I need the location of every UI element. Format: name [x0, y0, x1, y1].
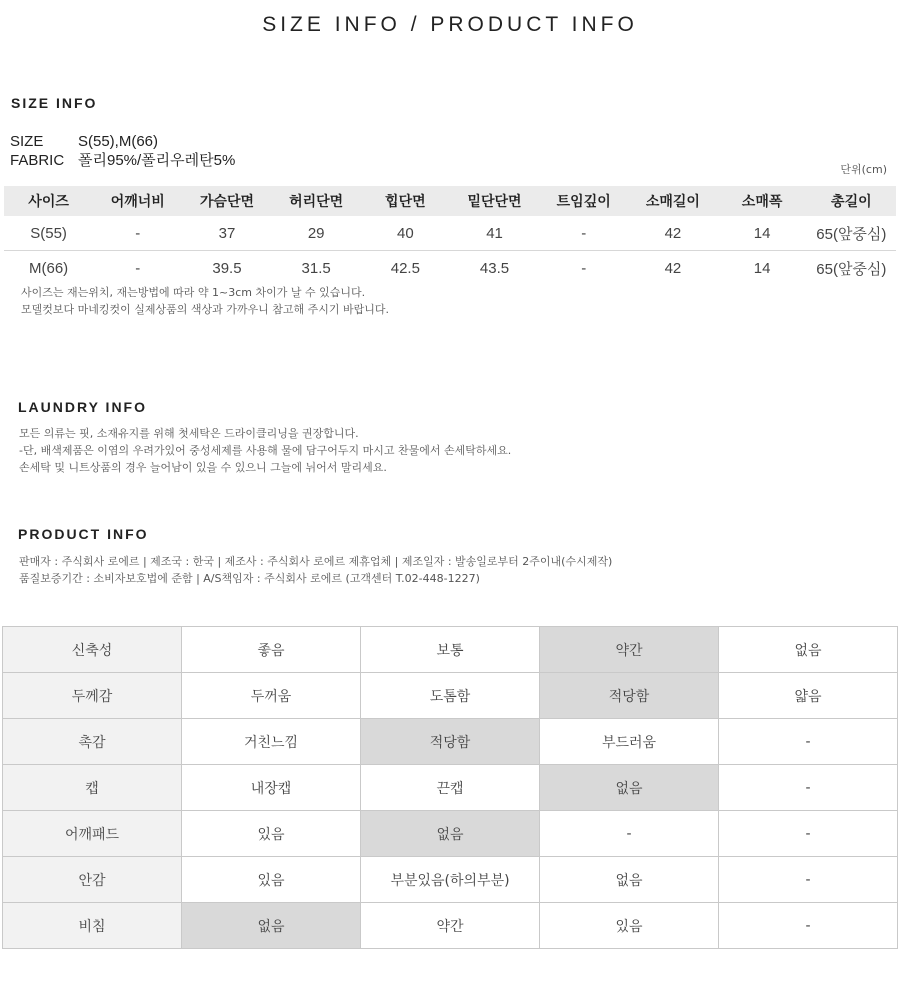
page-title: SIZE INFO / PRODUCT INFO — [262, 13, 638, 36]
property-option: 부분있음(하의부분) — [361, 857, 540, 903]
product-notes — [19, 553, 612, 587]
size-table-header — [4, 186, 896, 216]
table-cell: 42.5 — [390, 259, 420, 277]
property-option: - — [719, 765, 898, 811]
property-option: 부드러움 — [540, 719, 719, 765]
table-cell: 37 — [182, 216, 271, 251]
header-cell: 총길이 — [807, 186, 896, 216]
property-row — [3, 627, 898, 673]
size-notes — [21, 284, 389, 318]
table-cell: - — [93, 216, 182, 251]
laundry-info-heading: LAUNDRY INFO — [18, 399, 147, 415]
property-label: 신축성 — [3, 627, 182, 673]
header-cell: 트임깊이 — [539, 186, 628, 216]
property-row — [3, 719, 898, 765]
property-option: 보통 — [361, 627, 540, 673]
size-row — [10, 133, 158, 150]
header-cell: 가슴단면 — [182, 186, 271, 216]
table-cell: - — [135, 259, 141, 277]
table-cell: 40 — [361, 216, 450, 251]
table-cell: 41 — [450, 216, 539, 251]
property-option: 없음 — [540, 857, 719, 903]
property-option: - — [540, 811, 719, 857]
property-option: 끈캡 — [361, 765, 540, 811]
property-option: 좋음 — [182, 627, 361, 673]
table-cell: 65(앞중심) — [807, 216, 896, 251]
header-cell: 사이즈 — [4, 186, 93, 216]
fabric-value: 폴리95%/폴리우레탄5% — [78, 152, 236, 169]
property-row — [3, 673, 898, 719]
header-cell: 어깨너비 — [93, 186, 182, 216]
product-line: 판매자 : 주식회사 로에르 | 제조국 : 한국 | 제조사 : 주식회사 로에르 제휴업체 | 제조일자 : 발송일로부터 2주이내(수시제작) — [19, 555, 613, 568]
table-cell: 39.5 — [212, 259, 242, 277]
laundry-notes — [19, 425, 511, 476]
property-option: 없음 — [540, 765, 719, 811]
size-info-heading: SIZE INFO — [11, 95, 98, 111]
size-value: S(55),M(66) — [78, 133, 159, 150]
fabric-key: FABRIC — [10, 152, 65, 169]
property-row — [3, 765, 898, 811]
property-option: 적당함 — [361, 719, 540, 765]
size-note: 사이즈는 재는위치, 재는방법에 따라 약 1~3cm 차이가 날 수 있습니다. — [21, 286, 366, 299]
property-option: 도톰함 — [361, 673, 540, 719]
table-cell: S(55) — [4, 216, 93, 251]
size-note: 모델컷보다 마네킹컷이 실제상품의 색상과 가까우니 참고해 주시기 바랍니다. — [21, 303, 390, 316]
property-option: 적당함 — [540, 673, 719, 719]
product-info-heading: PRODUCT INFO — [18, 526, 149, 542]
property-option: - — [719, 719, 898, 765]
property-option: 없음 — [719, 627, 898, 673]
property-label: 비침 — [3, 903, 182, 949]
header-cell: 허리단면 — [272, 186, 361, 216]
table-cell: 29 — [272, 216, 361, 251]
property-option: 있음 — [540, 903, 719, 949]
property-option: 두꺼움 — [182, 673, 361, 719]
table-cell: 42 — [664, 259, 682, 277]
table-cell: 42 — [628, 216, 717, 251]
laundry-line: 손세탁 및 니트상품의 경우 늘어남이 있을 수 있으니 그늘에 뉘어서 말리세요. — [19, 461, 387, 474]
property-label: 어깨패드 — [3, 811, 182, 857]
properties-table — [2, 626, 898, 949]
table-cell: 43.5 — [479, 259, 510, 277]
property-option: - — [719, 857, 898, 903]
property-row — [3, 811, 898, 857]
table-cell: - — [539, 216, 628, 251]
table-row — [4, 216, 896, 251]
fabric-row — [10, 149, 235, 170]
property-label: 촉감 — [3, 719, 182, 765]
property-option: 있음 — [182, 857, 361, 903]
size-key: SIZE — [10, 133, 44, 150]
property-option: 있음 — [182, 811, 361, 857]
header-cell: 힙단면 — [361, 186, 450, 216]
property-option: 약간 — [361, 903, 540, 949]
property-label: 두께감 — [3, 673, 182, 719]
table-row — [4, 251, 896, 286]
table-cell: 14 — [718, 216, 807, 251]
property-row — [3, 903, 898, 949]
laundry-line: -단, 배색제품은 이염의 우려가있어 중성세제를 사용해 물에 담구어두지 마시고 찬물에서 손세탁하세요. — [19, 444, 512, 457]
property-option: 약간 — [540, 627, 719, 673]
property-label: 캡 — [3, 765, 182, 811]
property-option: 거친느낌 — [182, 719, 361, 765]
header-cell: 밑단단면 — [450, 186, 539, 216]
property-row — [3, 857, 898, 903]
table-cell: 31.5 — [301, 259, 331, 277]
property-option: 내장캡 — [182, 765, 361, 811]
table-cell: 65(앞중심) — [816, 260, 887, 278]
property-option: 없음 — [361, 811, 540, 857]
table-cell: - — [581, 259, 587, 277]
size-table — [4, 186, 896, 285]
table-cell: 14 — [753, 259, 771, 277]
unit-label: 단위(cm) — [840, 163, 887, 176]
property-option: - — [719, 903, 898, 949]
property-option: - — [719, 811, 898, 857]
table-cell: M(66) — [29, 259, 69, 277]
laundry-line: 모든 의류는 핏, 소재유지를 위해 첫세탁은 드라이클리닝을 권장합니다. — [19, 427, 359, 440]
property-label: 안감 — [3, 857, 182, 903]
property-option: 없음 — [182, 903, 361, 949]
header-cell: 소매폭 — [718, 186, 807, 216]
product-line: 품질보증기간 : 소비자보호법에 준함 | A/S책임자 : 주식회사 로에르 (고객센터 T.02-448-1227) — [19, 572, 480, 585]
property-option: 얇음 — [719, 673, 898, 719]
header-cell: 소매길이 — [628, 186, 717, 216]
